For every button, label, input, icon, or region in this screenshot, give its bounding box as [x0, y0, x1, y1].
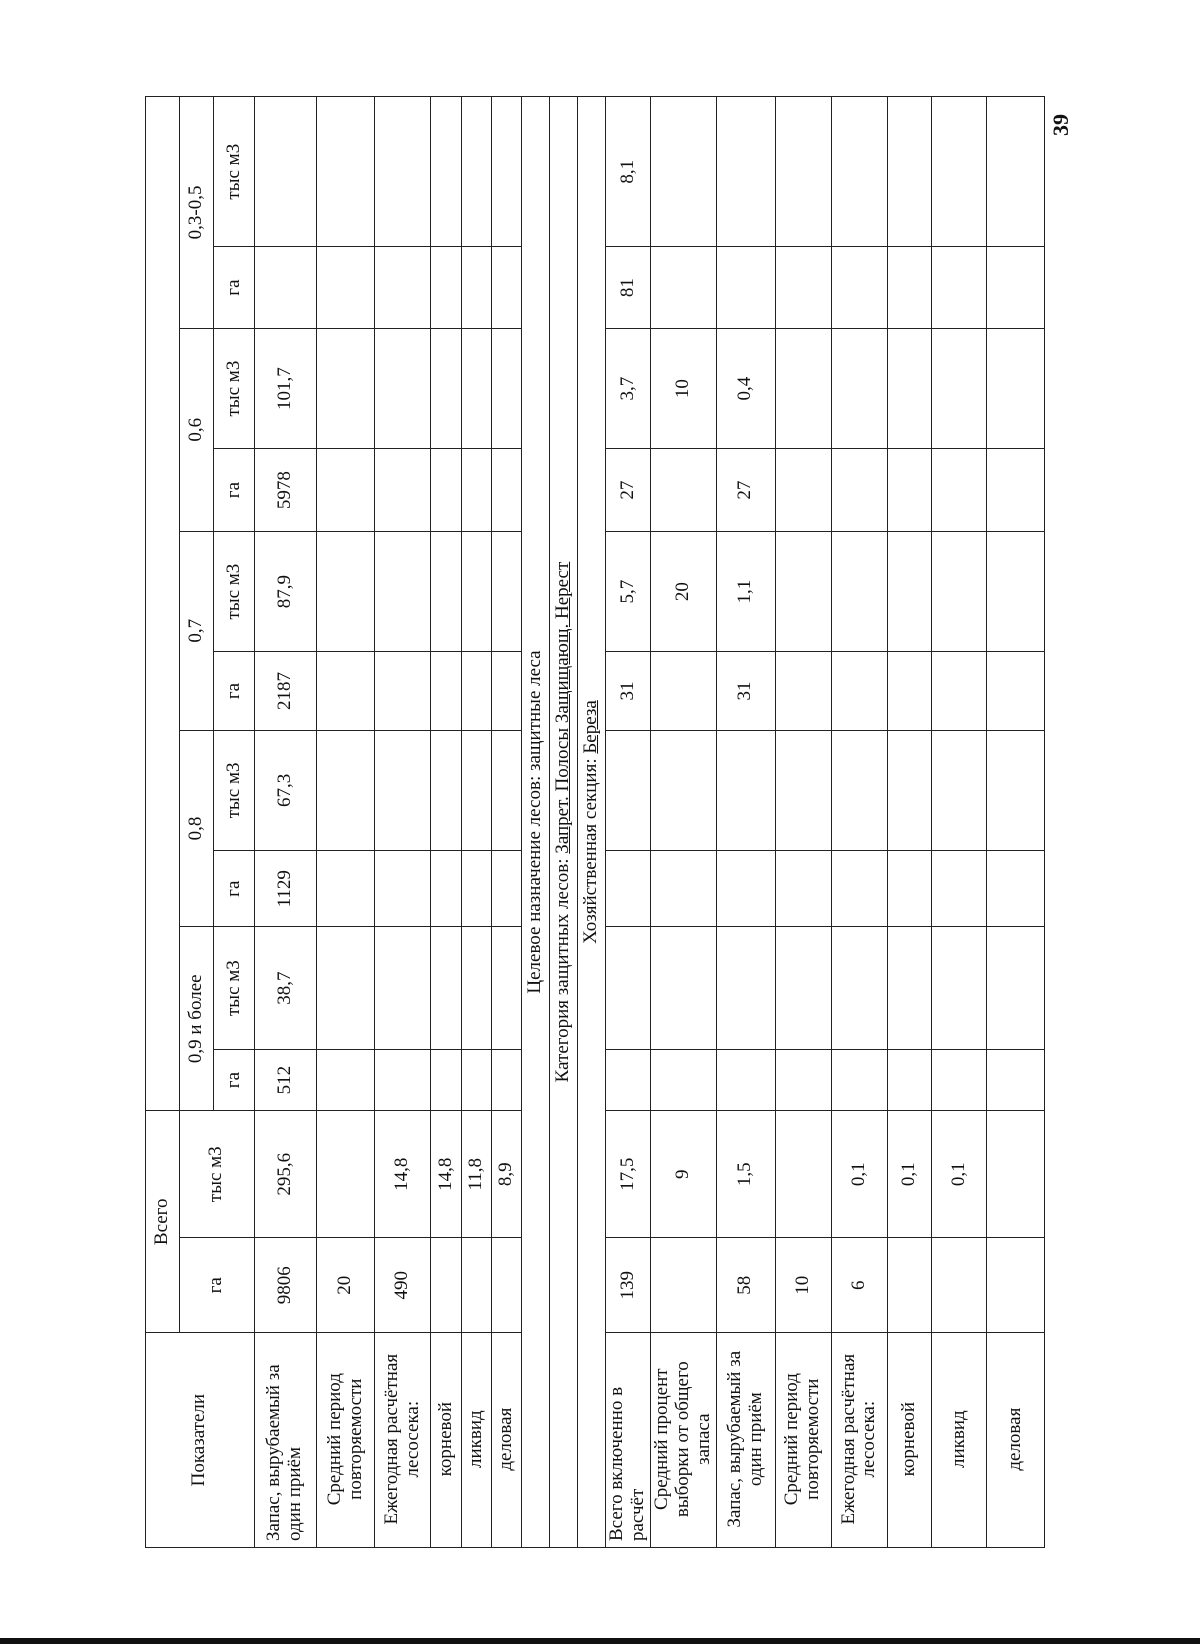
table-cell: [375, 730, 431, 851]
table-cell: [254, 97, 316, 247]
page-number: 39: [1048, 114, 1073, 136]
row-label: Средний период повторяемости: [316, 1333, 374, 1548]
table-cell: [775, 97, 831, 247]
table-cell: [831, 97, 887, 247]
table-cell: 490: [375, 1238, 431, 1333]
table-cell: [932, 1049, 986, 1110]
table-cell: [932, 927, 986, 1050]
table-cell: 31: [606, 652, 651, 730]
table-cell: [491, 531, 521, 652]
table-cell: [431, 1049, 461, 1110]
table-cell: [932, 328, 986, 449]
table-row: [254, 97, 316, 1548]
header-unit-kcm: тыс м3: [214, 97, 254, 247]
table-cell: [831, 247, 887, 328]
header-total: Всего: [146, 1111, 180, 1333]
row-label: ликвид: [932, 1333, 986, 1548]
table-cell: [431, 97, 461, 247]
header-unit-ha: га: [214, 851, 254, 927]
table-cell: [316, 927, 374, 1050]
table-cell: [888, 449, 932, 531]
row-label: Средний процент выборки от общего запаса: [651, 1333, 717, 1548]
table-cell: [316, 97, 374, 247]
table-cell: [717, 97, 775, 247]
header-unit-ha: га: [214, 449, 254, 531]
table-cell: [431, 531, 461, 652]
header-unit-ha: га: [214, 652, 254, 730]
table-cell: [491, 652, 521, 730]
table-cell: [986, 730, 1044, 851]
table-cell: [375, 1049, 431, 1110]
table-cell: 11,8: [461, 1111, 491, 1238]
table-cell: [491, 1238, 521, 1333]
table-cell: [431, 730, 461, 851]
table-cell: [491, 851, 521, 927]
table-cell: [491, 328, 521, 449]
table-cell: [316, 851, 374, 927]
table-cell: [491, 97, 521, 247]
table-cell: [606, 851, 651, 927]
table-row: [316, 97, 374, 1548]
table-cell: [986, 927, 1044, 1050]
table-cell: 0,1: [932, 1111, 986, 1238]
table-row: [431, 97, 461, 1548]
table-cell: 2187: [254, 652, 316, 730]
table-cell: [831, 851, 887, 927]
table-cell: [888, 927, 932, 1050]
table-cell: [375, 927, 431, 1050]
table-cell: [831, 449, 887, 531]
table-cell: [986, 1111, 1044, 1238]
table-cell: [461, 1238, 491, 1333]
table-cell: 20: [651, 531, 717, 652]
table-cell: [491, 730, 521, 851]
table-row: [606, 97, 651, 1548]
table-cell: 1129: [254, 851, 316, 927]
table-cell: [651, 927, 717, 1050]
table-cell: [651, 449, 717, 531]
table-row: [831, 97, 887, 1548]
table-row: [986, 97, 1044, 1548]
table-cell: [775, 247, 831, 328]
table-cell: [461, 730, 491, 851]
table-cell: 58: [717, 1238, 775, 1333]
table-cell: 295,6: [254, 1111, 316, 1238]
table-cell: [831, 1049, 887, 1110]
table-cell: 81: [606, 247, 651, 328]
row-label: Запас, вырубаемый за один приём: [717, 1333, 775, 1548]
band-section-text: [578, 97, 606, 1548]
table-row: [932, 97, 986, 1548]
section-label: Хозяйственная секция:: [580, 753, 602, 944]
table-cell: [461, 97, 491, 247]
table-cell: [461, 927, 491, 1050]
table-cell: [932, 730, 986, 851]
table-cell: [986, 97, 1044, 247]
row-label: деловая: [986, 1333, 1044, 1548]
table-cell: [775, 328, 831, 449]
table-cell: [888, 247, 932, 328]
table-cell: [831, 652, 887, 730]
table-cell: 17,5: [606, 1111, 651, 1238]
table-cell: [932, 851, 986, 927]
table-cell: [717, 1049, 775, 1110]
table-cell: [888, 652, 932, 730]
row-label: Ежегодная расчётная лесосека:: [375, 1333, 431, 1548]
row-label: ликвид: [461, 1333, 491, 1548]
table-cell: 6: [831, 1238, 887, 1333]
table-cell: [491, 1049, 521, 1110]
header-unit-kcm: тыс м3: [214, 927, 254, 1050]
table-cell: [431, 927, 461, 1050]
row-label: Ежегодная расчётная лесосека:: [831, 1333, 887, 1548]
table-cell: [375, 328, 431, 449]
table-cell: [651, 1049, 717, 1110]
table-cell: [316, 247, 374, 328]
header-group-1: 0,8: [180, 730, 214, 927]
table-cell: [316, 449, 374, 531]
header-unit-ha: га: [214, 1049, 254, 1110]
header-indicators: Показатели: [146, 1333, 255, 1548]
table-cell: [888, 328, 932, 449]
table-cell: [775, 652, 831, 730]
header-group-4: 0,3-0,5: [180, 97, 214, 329]
table-cell: [717, 247, 775, 328]
table-cell: [461, 652, 491, 730]
table-cell: 5978: [254, 449, 316, 531]
header-unit-kcm: тыс м3: [214, 531, 254, 652]
table-row: [888, 97, 932, 1548]
header-total-kcm: тыс м3: [180, 1111, 254, 1238]
table-cell: [651, 247, 717, 328]
table-cell: [316, 1049, 374, 1110]
table-cell: [375, 851, 431, 927]
table-cell: [375, 247, 431, 328]
table-cell: 9: [651, 1111, 717, 1238]
table-cell: 9806: [254, 1238, 316, 1333]
table-cell: [431, 652, 461, 730]
header-row-1: [146, 97, 180, 1548]
table-cell: 14,8: [431, 1111, 461, 1238]
table-cell: [651, 97, 717, 247]
table-cell: [461, 1049, 491, 1110]
table-cell: [461, 449, 491, 531]
table-cell: [491, 449, 521, 531]
table-cell: [651, 730, 717, 851]
table-cell: [651, 1238, 717, 1333]
table-cell: [375, 652, 431, 730]
table-cell: [932, 449, 986, 531]
table-cell: [831, 531, 887, 652]
table-cell: 5,7: [606, 531, 651, 652]
table-cell: 1,5: [717, 1111, 775, 1238]
table-cell: 10: [651, 328, 717, 449]
table-cell: 0,4: [717, 328, 775, 449]
table-row: [717, 97, 775, 1548]
table-cell: [986, 531, 1044, 652]
table-cell: [888, 531, 932, 652]
table-row: [461, 97, 491, 1548]
table-cell: [491, 927, 521, 1050]
table-cell: [932, 97, 986, 247]
table-cell: 101,7: [254, 328, 316, 449]
table-cell: 8,9: [491, 1111, 521, 1238]
band-purpose-text: [521, 97, 549, 1548]
table-cell: [888, 851, 932, 927]
table-cell: 1,1: [717, 531, 775, 652]
table-cell: [831, 730, 887, 851]
table-cell: [986, 851, 1044, 927]
table-cell: 27: [717, 449, 775, 531]
table-cell: [431, 851, 461, 927]
table-cell: [717, 851, 775, 927]
row-label: Средний период повторяемости: [775, 1333, 831, 1548]
table-cell: 20: [316, 1238, 374, 1333]
table-cell: [986, 1049, 1044, 1110]
row-label: деловая: [491, 1333, 521, 1548]
row-label: Всего включенно в расчёт: [606, 1333, 651, 1548]
table-cell: [986, 1238, 1044, 1333]
table-cell: [316, 328, 374, 449]
table-cell: [717, 730, 775, 851]
table-cell: [986, 328, 1044, 449]
table-cell: 31: [717, 652, 775, 730]
table-cell: [375, 449, 431, 531]
table-cell: [431, 328, 461, 449]
table-cell: [831, 328, 887, 449]
table-cell: [461, 531, 491, 652]
table-cell: [831, 927, 887, 1050]
table-cell: [775, 851, 831, 927]
table-cell: [932, 652, 986, 730]
table-cell: [717, 927, 775, 1050]
table-cell: 87,9: [254, 531, 316, 652]
header-group-0: 0,9 и более: [180, 927, 214, 1111]
table-cell: [932, 531, 986, 652]
table-cell: [461, 247, 491, 328]
table-cell: [431, 1238, 461, 1333]
category-label: Категория защитных лесов:: [552, 853, 574, 1083]
table-cell: [491, 247, 521, 328]
table-cell: [651, 652, 717, 730]
header-unit-ha: га: [214, 247, 254, 328]
table-cell: [932, 247, 986, 328]
header-unit-kcm: тыс м3: [214, 730, 254, 851]
table-cell: 512: [254, 1049, 316, 1110]
table-cell: [461, 851, 491, 927]
table-cell: 0,1: [831, 1111, 887, 1238]
table-row: [775, 97, 831, 1548]
table-cell: [775, 531, 831, 652]
category-value: Запрет. Полосы Защищающ. Нерест: [552, 561, 574, 854]
table-cell: 139: [606, 1238, 651, 1333]
table-row: [491, 97, 521, 1548]
header-unit-kcm: тыс м3: [214, 328, 254, 449]
table-cell: [986, 449, 1044, 531]
table-cell: [254, 247, 316, 328]
table-cell: [932, 1238, 986, 1333]
header-group-2: 0,7: [180, 531, 214, 730]
header-total-ha: га: [180, 1238, 254, 1333]
table-cell: [888, 97, 932, 247]
table-cell: [316, 531, 374, 652]
purpose-text: Целевое назначение лесов: защитные леса: [523, 650, 545, 994]
table-cell: [431, 449, 461, 531]
band-purpose: [521, 97, 549, 1548]
table-cell: 14,8: [375, 1111, 431, 1238]
table-cell: 10: [775, 1238, 831, 1333]
table-cell: [775, 449, 831, 531]
table-cell: [316, 730, 374, 851]
table-cell: [986, 652, 1044, 730]
table-row: [651, 97, 717, 1548]
table-cell: [775, 730, 831, 851]
cutting-area-table: [145, 96, 1045, 1548]
table-cell: [316, 1111, 374, 1238]
table-cell: [775, 1049, 831, 1110]
table-cell: [651, 851, 717, 927]
band-category: [549, 97, 577, 1548]
table-cell: [375, 97, 431, 247]
table-cell: [461, 328, 491, 449]
table-cell: [775, 1111, 831, 1238]
table-cell: 0,1: [888, 1111, 932, 1238]
table-cell: 27: [606, 449, 651, 531]
table-cell: [986, 247, 1044, 328]
table-cell: 67,3: [254, 730, 316, 851]
table-cell: 8,1: [606, 97, 651, 247]
table-cell: [606, 927, 651, 1050]
table-cell: [888, 1238, 932, 1333]
table-cell: [375, 531, 431, 652]
header-empty-group: [146, 97, 180, 1111]
table-row: [375, 97, 431, 1548]
band-category-text: [549, 97, 577, 1548]
table-cell: [888, 730, 932, 851]
row-label: Запас, вырубаемый за один приём: [254, 1333, 316, 1548]
band-section: [578, 97, 606, 1548]
section-value: Береза: [580, 700, 602, 754]
table-cell: [775, 927, 831, 1050]
table-cell: [606, 1049, 651, 1110]
row-label: корневой: [431, 1333, 461, 1548]
table-cell: 38,7: [254, 927, 316, 1050]
table-cell: [888, 1049, 932, 1110]
table-cell: [606, 730, 651, 851]
table-cell: [316, 652, 374, 730]
row-label: корневой: [888, 1333, 932, 1548]
header-row-2: [180, 97, 214, 1548]
scan-edge-line: [0, 1638, 1200, 1644]
rotated-table-container: [145, 96, 1045, 1548]
table-cell: [431, 247, 461, 328]
table-cell: 3,7: [606, 328, 651, 449]
header-group-3: 0,6: [180, 328, 214, 531]
